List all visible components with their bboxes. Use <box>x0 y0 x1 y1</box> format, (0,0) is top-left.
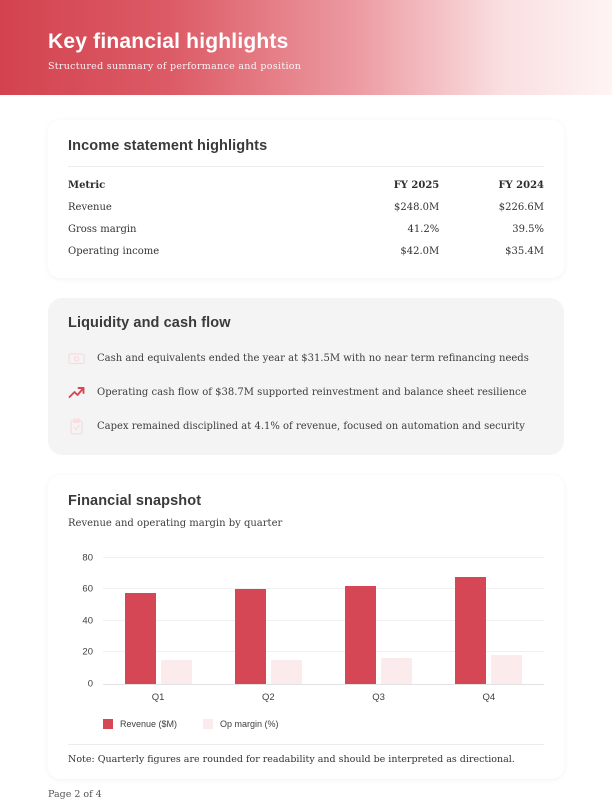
list-item-text: Capex remained disciplined at 4.1% of revenue, focused on automation and security <box>97 421 525 432</box>
clipboard-check-icon <box>68 418 85 435</box>
income-statement-title: Income statement highlights <box>68 138 268 154</box>
legend-swatch <box>203 719 213 729</box>
page-title: Key financial highlights <box>48 30 289 53</box>
chart-subtitle: Revenue and operating margin by quarter <box>68 518 283 529</box>
chart-plot <box>82 551 544 690</box>
y-axis-tick-label: 80 <box>82 552 93 564</box>
x-axis-tick-label: Q1 <box>151 692 165 703</box>
bar-q2 <box>235 589 266 684</box>
bar-group-q1 <box>103 551 213 684</box>
bar-q2 <box>271 660 302 684</box>
bar-q3 <box>345 586 376 684</box>
metric-value-fy2024: $226.6M <box>498 202 544 213</box>
income-statement-table <box>68 167 544 262</box>
metric-value-fy2025: $42.0M <box>400 246 440 257</box>
column-header-metric: Metric <box>68 180 106 191</box>
x-axis-tick-label: Q3 <box>372 692 385 703</box>
liquidity-section <box>48 298 564 455</box>
table-row <box>68 218 544 240</box>
list-item-text: Cash and equivalents ended the year at $31.5M with no near term refinancing needs <box>97 353 529 364</box>
table-header-row <box>68 167 544 196</box>
bar-group-q3 <box>324 551 434 684</box>
x-axis-tick-label: Q4 <box>482 692 496 703</box>
y-axis-tick-label: 60 <box>82 583 93 595</box>
bar-q4 <box>455 577 486 684</box>
chart-legend <box>103 719 544 729</box>
chart-bars <box>103 551 544 684</box>
bar-chart <box>68 551 544 729</box>
column-header-fy2025: FY 2025 <box>393 180 440 191</box>
chart-note: Note: Quarterly figures are rounded for readability and should be interpreted as directional. <box>68 754 515 765</box>
bar-q3 <box>381 658 412 684</box>
legend-label: Revenue ($M) <box>120 719 178 729</box>
page-header-banner <box>0 0 612 95</box>
snapshot-title: Financial snapshot <box>68 493 202 509</box>
metric-value-fy2024: $35.4M <box>505 246 544 257</box>
divider <box>68 744 544 745</box>
bar-group-q2 <box>213 551 323 684</box>
column-header-fy2024: FY 2024 <box>498 180 544 191</box>
metric-value-fy2025: 41.2% <box>407 224 440 235</box>
legend-item <box>103 719 177 729</box>
trending-up-icon <box>68 384 85 401</box>
x-axis-tick-label: Q2 <box>262 692 275 703</box>
chart-x-axis-labels <box>103 692 544 703</box>
banknote-icon <box>68 350 85 367</box>
y-axis-tick-label: 0 <box>87 678 93 690</box>
legend-item <box>203 719 279 729</box>
metric-value-fy2024: 39.5% <box>512 224 544 235</box>
page-body <box>0 120 612 779</box>
list-item <box>68 384 544 401</box>
y-axis-tick-label: 20 <box>82 646 93 658</box>
table-row <box>68 240 544 262</box>
financial-snapshot-section <box>48 475 564 779</box>
bar-q1 <box>161 660 192 684</box>
metric-value-fy2025: $248.0M <box>394 202 440 213</box>
bar-q4 <box>491 655 522 684</box>
list-item <box>68 350 544 367</box>
list-item <box>68 418 544 435</box>
bar-q1 <box>125 593 156 684</box>
income-statement-section <box>48 120 564 278</box>
metric-label: Gross margin <box>68 224 137 235</box>
legend-label: Op margin (%) <box>220 719 279 729</box>
metric-label: Operating income <box>68 246 160 257</box>
liquidity-title: Liquidity and cash flow <box>68 315 231 331</box>
table-row <box>68 196 544 218</box>
legend-swatch <box>103 719 113 729</box>
page-number: Page 2 of 4 <box>48 789 102 800</box>
page-subtitle: Structured summary of performance and position <box>48 61 302 72</box>
metric-label: Revenue <box>68 202 112 213</box>
y-axis-tick-label: 40 <box>82 615 93 627</box>
list-item-text: Operating cash flow of $38.7M supported reinvestment and balance sheet resilience <box>97 387 527 398</box>
bar-group-q4 <box>434 551 544 684</box>
